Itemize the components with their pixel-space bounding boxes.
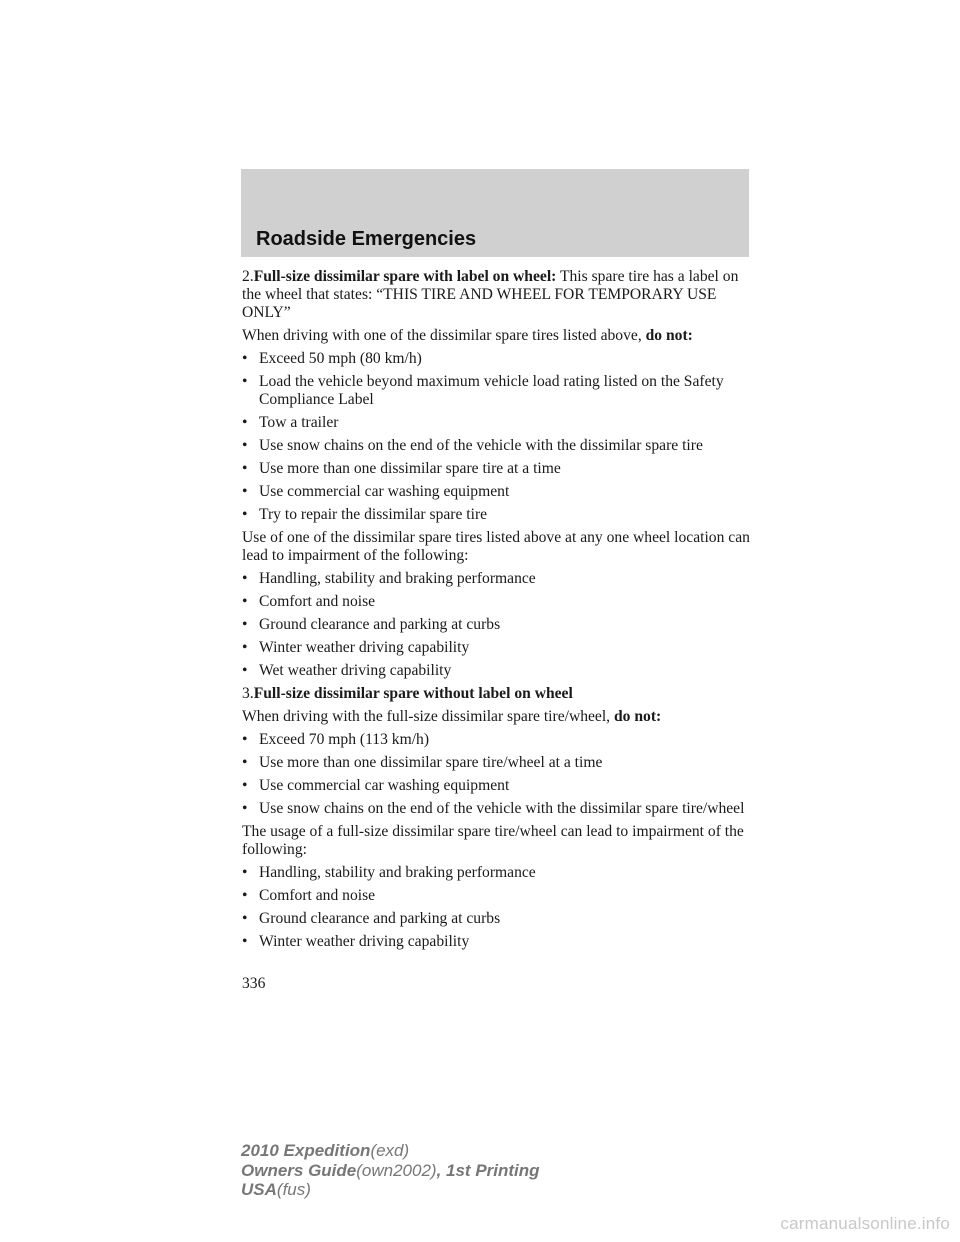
intro-1-bold: do not: <box>645 327 693 344</box>
list-item-text: Wet weather driving capability <box>259 662 452 679</box>
item-2-text: This spare tire has a label on the wheel that states: “THIS TIRE AND WHEEL FOR TEMPORARY USE ONLY” <box>242 268 739 321</box>
list-item <box>242 350 757 368</box>
bullet-marker: • <box>242 754 248 771</box>
footer-market: USA <box>241 1180 277 1199</box>
bullet-marker: • <box>242 887 248 904</box>
page-number: 336 <box>242 975 266 992</box>
list-item-text: Handling, stability and braking performance <box>259 570 536 587</box>
section-title: Roadside Emergencies <box>256 228 477 250</box>
intro-paragraph-1 <box>242 327 757 345</box>
list-item-text: Use snow chains on the end of the vehicle with the dissimilar spare tire/wheel <box>259 800 745 817</box>
bullet-list-2 <box>242 570 757 680</box>
list-item <box>242 754 757 772</box>
list-item <box>242 483 757 501</box>
list-item-text: Comfort and noise <box>259 887 376 904</box>
bullet-marker: • <box>242 460 248 477</box>
list-item-text: Tow a trailer <box>259 414 339 431</box>
intro-3-text: When driving with the full-size dissimilar spare tire/wheel, <box>242 708 611 725</box>
bullet-marker: • <box>242 662 248 679</box>
bullet-marker: • <box>242 483 248 500</box>
list-item-text: Load the vehicle beyond maximum vehicle load rating listed on the Safety Compliance Label <box>259 373 724 408</box>
watermark: carmanualsonline.info <box>780 1214 950 1233</box>
footer-line-1 <box>241 1141 540 1161</box>
list-item <box>242 731 757 749</box>
list-item-text: Handling, stability and braking performance <box>259 864 536 881</box>
footer-printing: , 1st Printing <box>436 1160 540 1180</box>
list-item <box>242 662 757 680</box>
footer-line-2 <box>241 1161 540 1181</box>
list-item <box>242 616 757 634</box>
list-item <box>242 414 757 432</box>
list-item <box>242 910 757 928</box>
list-item-text: Try to repair the dissimilar spare tire <box>259 506 488 523</box>
item-3-heading: Full-size dissimilar spare without label on wheel <box>253 685 573 702</box>
intro-1-text: When driving with one of the dissimilar spare tires listed above, <box>242 327 642 344</box>
bullet-marker: • <box>242 373 248 390</box>
list-item <box>242 593 757 611</box>
list-item-text: Ground clearance and parking at curbs <box>259 910 501 927</box>
footer-guide: Owners Guide <box>241 1160 357 1180</box>
list-item-text: Comfort and noise <box>259 593 376 610</box>
list-item-text: Use commercial car washing equipment <box>259 777 510 794</box>
bullet-marker: • <box>242 350 248 367</box>
footer-market-code: (fus) <box>276 1180 311 1199</box>
list-item-text: Use more than one dissimilar spare tire/wheel at a time <box>259 754 603 771</box>
list-item <box>242 639 757 657</box>
bullet-marker: • <box>242 777 248 794</box>
bullet-marker: • <box>242 437 248 454</box>
list-item <box>242 864 757 882</box>
list-item <box>242 373 757 409</box>
bullet-marker: • <box>242 731 248 748</box>
list-item <box>242 460 757 478</box>
list-item-text: Winter weather driving capability <box>259 639 470 656</box>
list-item <box>242 933 757 951</box>
list-item <box>242 777 757 795</box>
item-2-heading: Full-size dissimilar spare with label on wheel: <box>253 268 557 285</box>
bullet-marker: • <box>242 864 248 881</box>
list-item-text: Ground clearance and parking at curbs <box>259 616 501 633</box>
bullet-list-4 <box>242 864 757 951</box>
footer-model: 2010 Expedition <box>241 1141 371 1160</box>
intro-paragraph-3 <box>242 708 757 726</box>
list-item-text: Use snow chains on the end of the vehicle with the dissimilar spare tire <box>259 437 703 454</box>
list-item <box>242 506 757 524</box>
footer-guide-code: (own2002) <box>356 1160 437 1180</box>
list-item-text: Winter weather driving capability <box>259 933 470 950</box>
section-header-band <box>241 169 749 257</box>
list-item-text: Use more than one dissimilar spare tire at a time <box>259 460 561 477</box>
bullet-marker: • <box>242 593 248 610</box>
list-item-text: Exceed 70 mph (113 km/h) <box>259 731 430 748</box>
item-3-number: 3. <box>242 685 254 702</box>
item-2-number: 2. <box>242 268 254 285</box>
bullet-marker: • <box>242 910 248 927</box>
bullet-marker: • <box>242 933 248 950</box>
bullet-marker: • <box>242 570 248 587</box>
paragraph-2: Use of one of the dissimilar spare tires listed above at any one wheel location can lead to impairment of the following: <box>242 529 750 564</box>
bullet-list-3 <box>242 731 757 818</box>
bullet-marker: • <box>242 639 248 656</box>
intro-3-bold: do not: <box>614 708 662 725</box>
footer-model-code: (exd) <box>370 1141 410 1160</box>
list-item <box>242 887 757 905</box>
bullet-list-1 <box>242 350 757 524</box>
bullet-marker: • <box>242 800 248 817</box>
paragraph-4: The usage of a full-size dissimilar spare tire/wheel can lead to impairment of the following: <box>242 823 744 858</box>
bullet-marker: • <box>242 506 248 523</box>
page-content <box>242 268 757 956</box>
bullet-marker: • <box>242 414 248 431</box>
footer-line-3 <box>241 1180 540 1200</box>
item-2-paragraph <box>242 268 757 322</box>
footer-imprint <box>241 1141 540 1200</box>
list-item <box>242 437 757 455</box>
list-item-text: Exceed 50 mph (80 km/h) <box>259 350 422 367</box>
list-item <box>242 570 757 588</box>
list-item-text: Use commercial car washing equipment <box>259 483 510 500</box>
bullet-marker: • <box>242 616 248 633</box>
list-item <box>242 800 757 818</box>
item-3-paragraph <box>242 685 757 703</box>
